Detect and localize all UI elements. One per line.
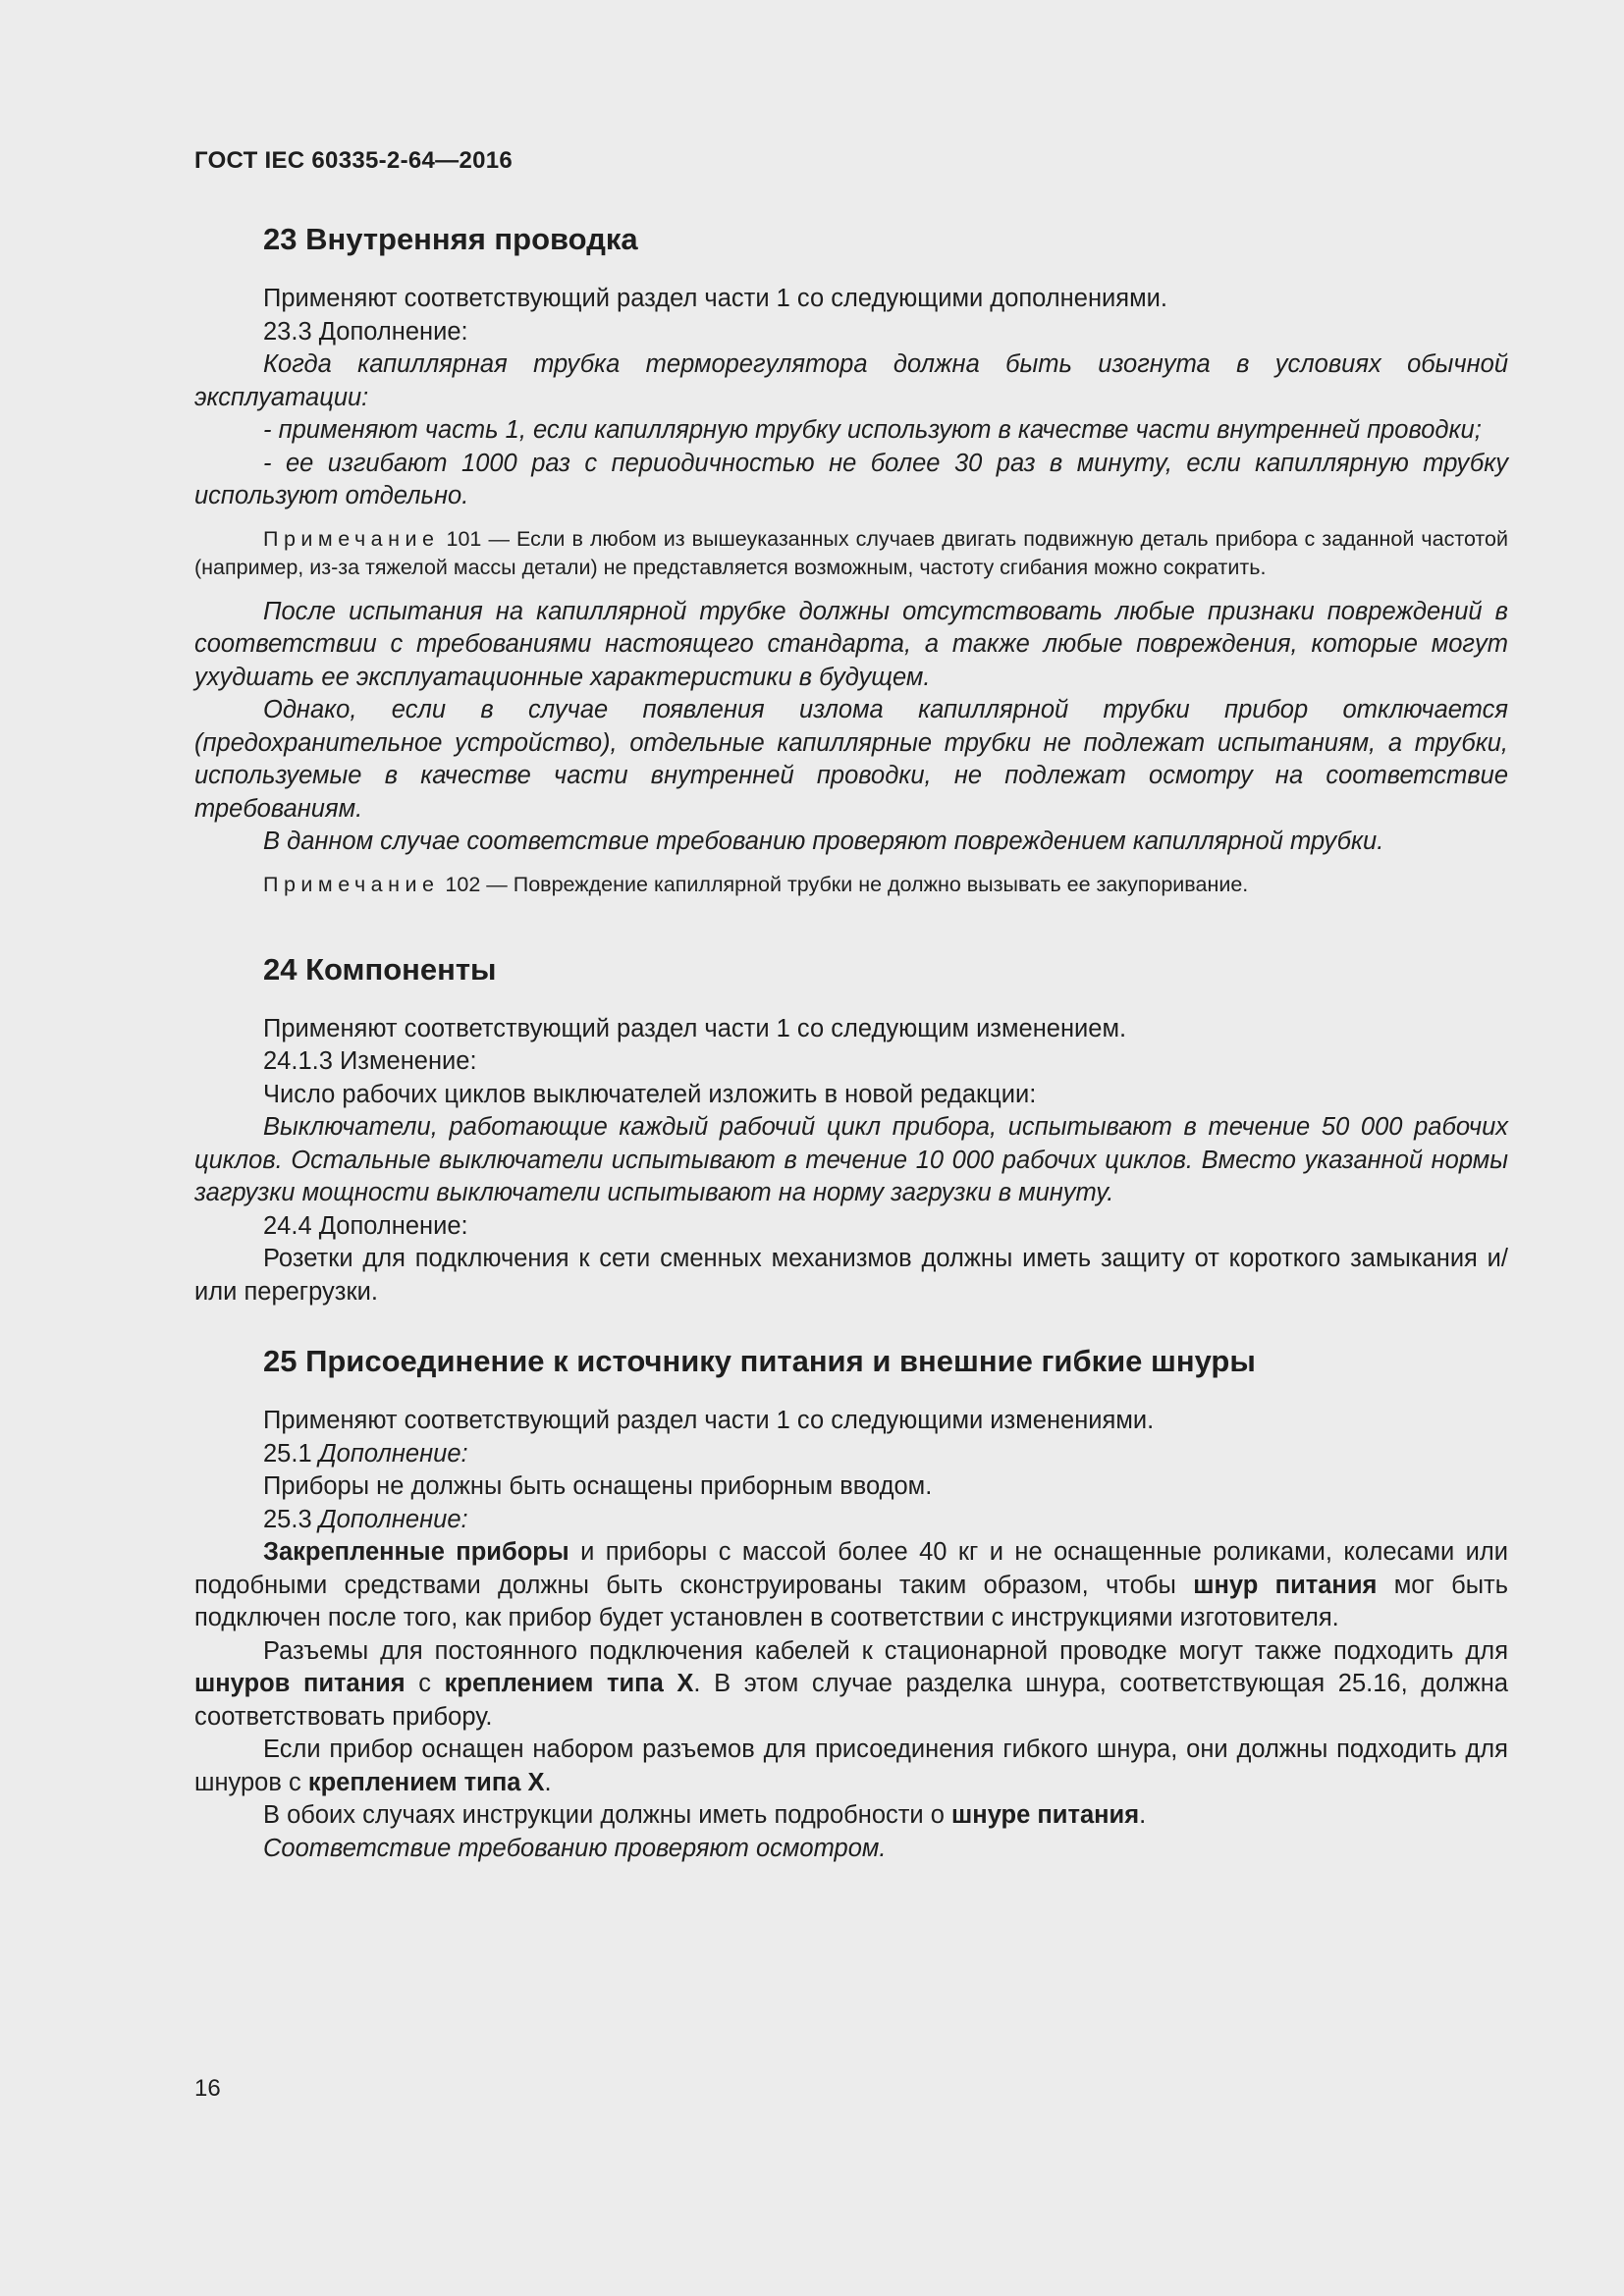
defined-term: креплением типа X <box>307 1768 545 1796</box>
section-25 <box>194 1344 1508 1865</box>
defined-term: шнур питания <box>1193 1571 1378 1599</box>
paragraph: Приборы не должны быть оснащены приборным вводом. <box>263 1472 933 1500</box>
section-24 <box>194 952 1508 1309</box>
paragraph <box>194 1536 1508 1635</box>
paragraph: - ее изгибают 1000 раз с периодичностью не более 30 раз в минуту, если капиллярную трубку используют отдельно. <box>194 449 1508 509</box>
section-24-title: 24 Компоненты <box>263 951 497 987</box>
clause-number: 25.3 <box>263 1505 319 1533</box>
text-run: . <box>544 1768 552 1796</box>
document-page <box>194 147 1508 1865</box>
paragraph: Выключатели, работающие каждый рабочий цикл прибора, испытывают в течение 50 000 рабочих циклов. Остальные выключатели испытывают в течение 10 000 рабочих циклов. Вместо указанной нормы загрузки мощности выключатели испытывают на норму загрузки в минуту. <box>194 1113 1508 1206</box>
paragraph: Применяют соответствующий раздел части 1 со следующими изменениями. <box>263 1407 1155 1434</box>
note-text: 102 — Повреждение капиллярной трубки не должно вызывать ее закупоривание. <box>439 872 1249 896</box>
text-run: Разъемы для постоянного подключения кабелей к стационарной проводке могут также подходить для <box>263 1636 1508 1665</box>
text-run: . В этом случае разделка шнура, соответствующая 25.16, должна соответствовать прибору. <box>194 1670 1508 1731</box>
paragraph <box>194 1635 1508 1735</box>
note-label: Примечание <box>263 526 440 551</box>
note-102 <box>194 871 1508 899</box>
text-run: . <box>1139 1801 1147 1829</box>
defined-term: Закрепленные приборы <box>263 1538 569 1566</box>
paragraph: 23.3 Дополнение: <box>263 317 468 346</box>
document-header: ГОСТ IEC 60335-2-64—2016 <box>194 147 514 174</box>
text-run: мог быть подключен после того, как прибор будет установлен в соответствии с инструкциями изготовителя. <box>194 1571 1508 1631</box>
defined-term: шнуре питания <box>951 1801 1140 1829</box>
paragraph: В данном случае соответствие требованию проверяют повреждением капиллярной трубки. <box>263 828 1384 855</box>
text-run: с <box>405 1670 445 1697</box>
paragraph: Однако, если в случае появления излома капиллярной трубки прибор отключается (предохранительное устройство), отдельные капиллярные трубки не подлежат испытаниям, а трубки, используемые в качестве части внутренней проводки, не подлежат осмотру на соответствие требованиям. <box>194 696 1508 823</box>
clause-label: Дополнение: <box>318 1439 468 1468</box>
paragraph <box>194 1504 1508 1537</box>
text-run: В обоих случаях инструкции должны иметь подробности о <box>263 1801 952 1829</box>
paragraph: - применяют часть 1, если капиллярную трубку используют в качестве части внутренней проводки; <box>263 416 1482 444</box>
paragraph <box>194 1438 1508 1471</box>
paragraph <box>194 1799 1508 1833</box>
section-23 <box>194 222 1508 899</box>
paragraph: Применяют соответствующий раздел части 1 со следующими дополнениями. <box>263 285 1167 312</box>
note-label: Примечание <box>263 872 440 896</box>
clause-label: Дополнение: <box>318 1505 468 1533</box>
paragraph: Когда капиллярная трубка терморегулятора должна быть изогнута в условиях обычной эксплуатации: <box>194 350 1508 411</box>
defined-term: креплением типа X <box>444 1670 694 1697</box>
paragraph: Число рабочих циклов выключателей изложить в новой редакции: <box>263 1080 1037 1108</box>
paragraph: Соответствие требованию проверяют осмотром. <box>263 1834 887 1862</box>
text-run: и приборы с массой более 40 кг и не оснащенные роликами, колесами или подобными средствами должны быть сконструированы таким образом, чтобы <box>194 1538 1509 1599</box>
section-23-title: 23 Внутренняя проводка <box>263 222 638 256</box>
paragraph: Розетки для подключения к сети сменных механизмов должны иметь защиту от короткого замыкания и/или перегрузки. <box>194 1245 1508 1306</box>
note-101 <box>194 525 1508 582</box>
clause-number: 25.1 <box>263 1439 319 1468</box>
paragraph: После испытания на капиллярной трубке должны отсутствовать любые признаки повреждений в соответствии с требованиями настоящего стандарта, а также любые повреждения, которые могут ухудшать ее эксплуатационные характеристики в будущем. <box>194 597 1508 691</box>
paragraph: 24.1.3 Изменение: <box>263 1047 477 1075</box>
paragraph <box>194 1734 1508 1799</box>
section-25-title: 25 Присоединение к источнику питания и внешние гибкие шнуры <box>263 1344 1256 1378</box>
page-number: 16 <box>194 2075 221 2102</box>
paragraph: Применяют соответствующий раздел части 1 со следующим изменением. <box>263 1014 1127 1042</box>
defined-term: шнуров питания <box>194 1670 406 1697</box>
note-text: 101 — Если в любом из вышеуказанных случаев двигать подвижную деталь прибора с заданной частотой (например, из-за тяжелой массы детали) не представляется возможным, частоту сгибания можно сократить. <box>194 526 1508 579</box>
paragraph: 24.4 Дополнение: <box>263 1211 468 1240</box>
text-run: Если прибор оснащен набором разъемов для присоединения гибкого шнура, они должны подходить для шнуров с <box>194 1735 1508 1796</box>
